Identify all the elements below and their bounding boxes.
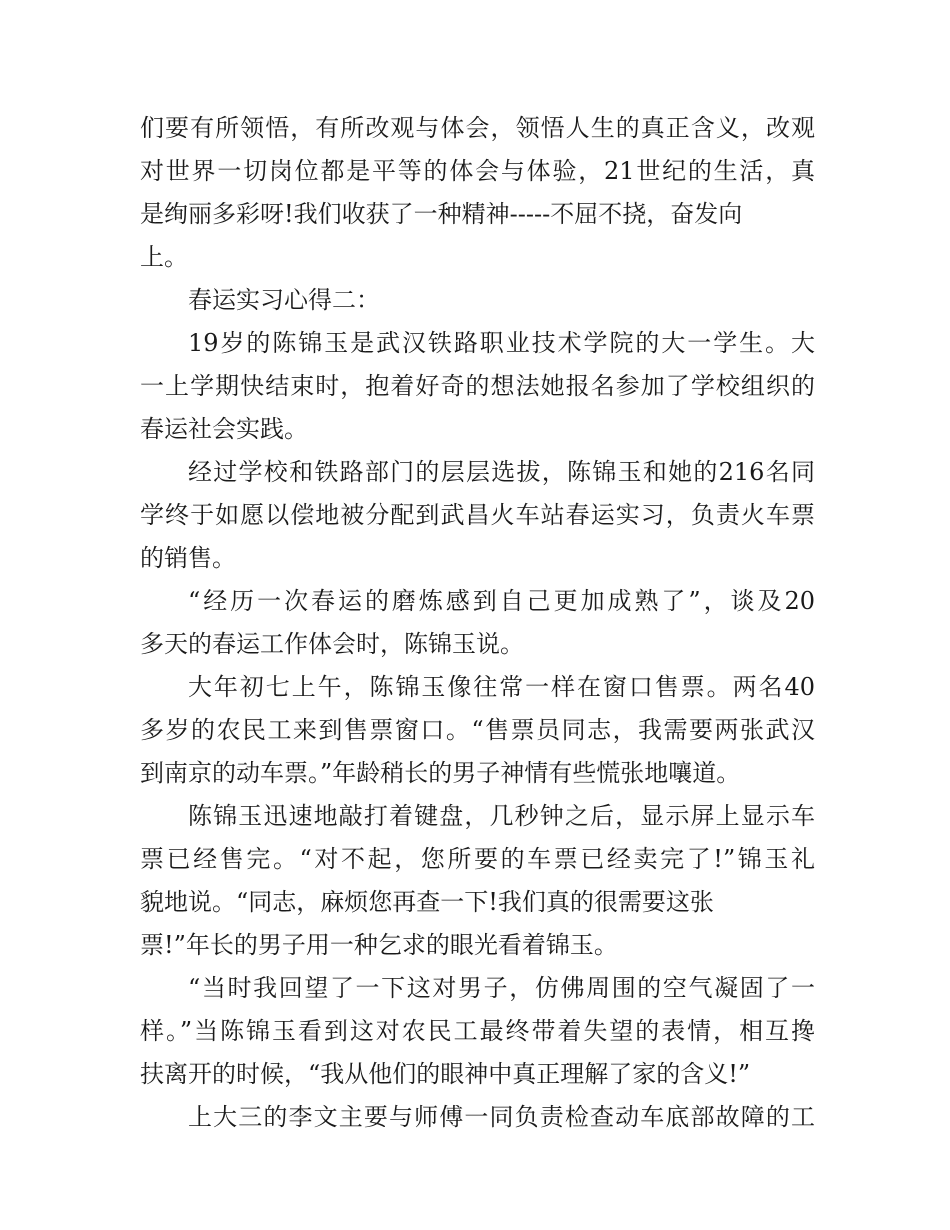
text-line: 到南京的动车票。”年龄稍长的男子神情有些慌张地嚷道。: [140, 759, 741, 787]
text-line: 貌地说。“同志，麻烦您再查一下!我们真的很需要这张: [140, 888, 714, 916]
text-line: 对世界一切岗位都是平等的体会与体验，21世纪的生活，真: [140, 157, 815, 185]
text-line: “经历一次春运的磨炼感到自己更加成熟了”，谈及20: [188, 587, 815, 615]
text-line: 一上学期快结束时，抱着好奇的想法她报名参加了学校组织的: [140, 372, 815, 400]
text-line: 大年初七上午，陈锦玉像往常一样在窗口售票。两名40: [188, 673, 815, 701]
text-line: “当时我回望了一下这对男子，仿佛周围的空气凝固了一: [188, 974, 815, 1002]
text-line: 样。”当陈锦玉看到这对农民工最终带着失望的表情，相互搀: [140, 1017, 815, 1045]
text-line: 上。: [140, 243, 188, 271]
text-line: 是绚丽多彩呀!我们收获了一种精神-----不屈不挠，奋发向: [140, 200, 743, 228]
text-line: 春运实习心得二：: [188, 286, 380, 314]
text-line: 多天的春运工作体会时，陈锦玉说。: [140, 630, 524, 658]
text-line: 们要有所领悟，有所改观与体会，领悟人生的真正含义，改观: [140, 114, 815, 142]
text-line: 多岁的农民工来到售票窗口。“售票员同志，我需要两张武汉: [140, 716, 815, 744]
text-line: 春运社会实践。: [140, 415, 308, 443]
text-line: 票已经售完。“对不起，您所要的车票已经卖完了!”锦玉礼: [140, 845, 815, 873]
body-text: [140, 107, 815, 1139]
text-line: 的销售。: [140, 544, 236, 572]
text-line: 学终于如愿以偿地被分配到武昌火车站春运实习，负责火车票: [140, 501, 815, 529]
text-line: 票!”年长的男子用一种乞求的眼光看着锦玉。: [140, 931, 618, 959]
text-line: 扶离开的时候，“我从他们的眼神中真正理解了家的含义!”: [140, 1060, 751, 1088]
text-line: 经过学校和铁路部门的层层选拔，陈锦玉和她的216名同: [188, 458, 815, 486]
text-line: 陈锦玉迅速地敲打着键盘，几秒钟之后，显示屏上显示车: [188, 802, 815, 830]
text-line: 上大三的李文主要与师傅一同负责检查动车底部故障的工: [188, 1103, 815, 1131]
text-line: 19岁的陈锦玉是武汉铁路职业技术学院的大一学生。大: [188, 329, 815, 357]
